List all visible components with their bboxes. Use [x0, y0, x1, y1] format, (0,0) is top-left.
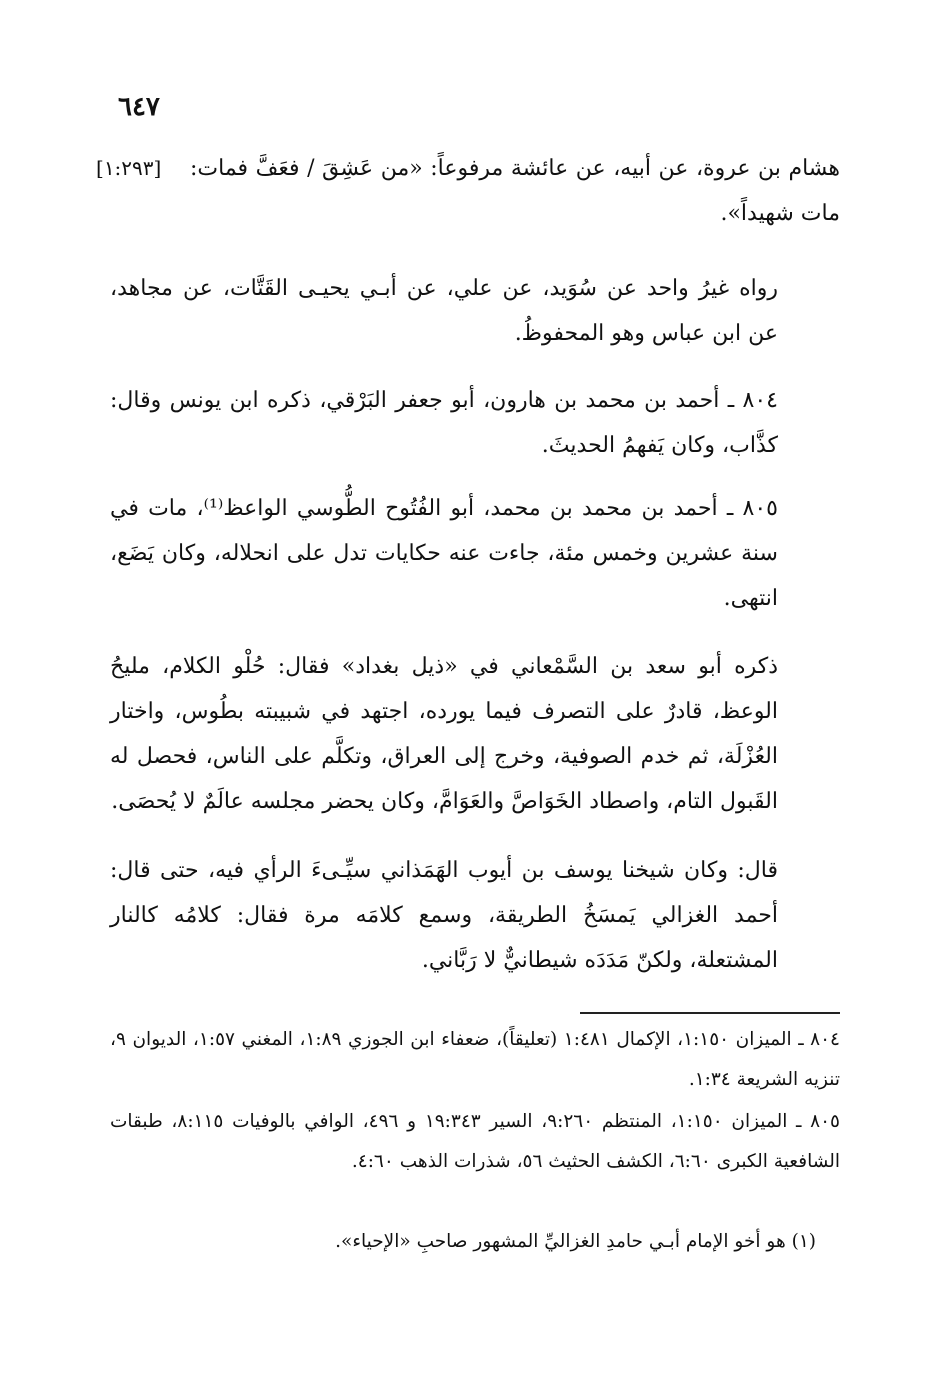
footnote-1: (١) هو أخو الإمام أبـي حامدِ الغزاليِّ المشهور صاحبِ «الإحياء».: [335, 1231, 816, 1252]
footnote-divider: [580, 1012, 840, 1014]
page-number: ٦٤٧: [118, 92, 160, 122]
paragraph-narration: رواه غيرُ واحد عن سُوَيد، عن علي، عن أبـي يحيـى القَتَّات، عن مجاهد، عن ابن عباس وهو المحفوظُ.: [110, 276, 778, 346]
paragraph-entry-804: ٨٠٤ ـ أحمد بن محمد بن هارون، أبو جعفر البَرْقي، ذكره ابن يونس وقال: كذَّاب، وكان يَفهمُ الحديثَ.: [110, 388, 778, 458]
footnote-805: ٨٠٥ ـ الميزان ١:١٥٠، المنتظم ٩:٢٦٠، السير ١٩:٣٤٣ و ٤٩٦، الوافي بالوفيات ٨:١١٥، طبقات الشافعية الكبرى ٦:٦٠، الكشف الحثيث ٥٦، شذرات الذهب ٤:٦٠.: [110, 1111, 840, 1172]
paragraph-samani-quote: ذكره أبو سعد بن السَّمْعاني في «ذيل بغداد» فقال: حُلْو الكلام، مليحُ الوعظ، قادرٌ على التصرف فيما يورده، اجتهد في شبيبته بطُوس، واختار العُزْلَة، ثم خدم الصوفية، وخرج إلى العراق، وتكلَّم على الناس، فحصل له القَبول التام، واصطاد الخَوَاصَّ والعَوَامَّ، وكان يحضر مجلسه عالَمٌ لا يُحصَى.: [110, 654, 778, 814]
paragraph-entry-805: ٨٠٥ ـ أحمد بن محمد بن محمد، أبو الفُتُوح الطُّوسي الواعظ⁽¹⁾، مات في سنة عشرين وخمس مئة، جاءت عنه حكايات تدل على انحلاله، وكان يَضَع، انتهى.: [110, 496, 778, 611]
footnote-804: ٨٠٤ ـ الميزان ١:١٥٠، الإكمال ١:٤٨١ (تعليقاً)، ضعفاء ابن الجوزي ١:٨٩، المغني ١:٥٧، الديوان ٩، تنزيه الشريعة ١:٣٤.: [110, 1029, 840, 1090]
paragraph-hamadhani-quote: قال: وكان شيخنا يوسف بن أيوب الهَمَذاني سيِّـىءَ الرأي فيه، حتى قال: أحمد الغزالي يَمسَخُ الطريقة، وسمع كلامَه مرة فقال: كلامُه كالنار المشتعلة، ولكنّ مَدَدَه شيطانيٌّ لا رَبَّاني.: [110, 858, 778, 973]
continuation-paragraph: هشام بن عروة، عن أبيه، عن عائشة مرفوعاً: «من عَشِقَ / فعَفَّ فمات: مات شهيداً».: [190, 156, 840, 226]
margin-reference: [١:٢٩٣]: [96, 156, 162, 180]
